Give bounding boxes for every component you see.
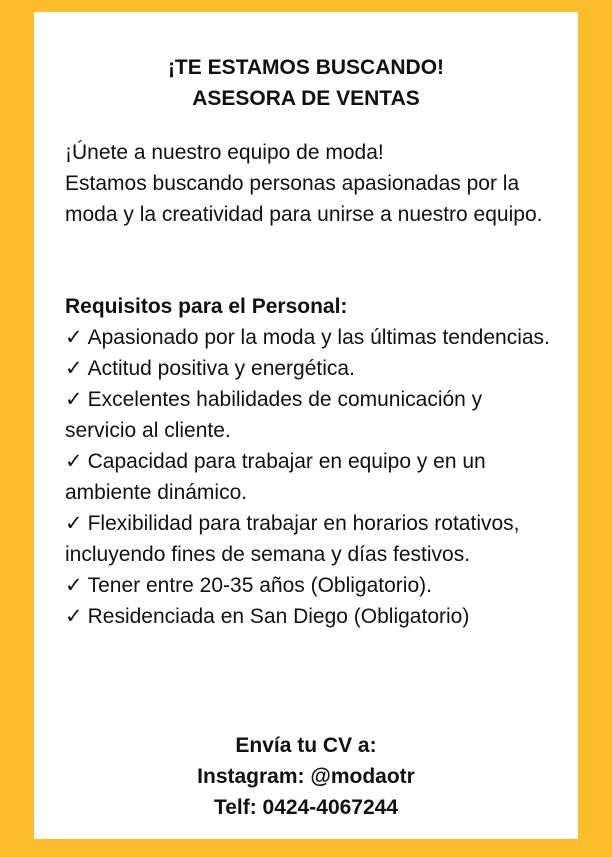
requirement-text: Excelentes habilidades de comunicación y servicio al cliente. xyxy=(65,388,483,442)
checkmark-icon: ✓ xyxy=(65,605,83,628)
contact-section xyxy=(34,730,578,823)
checkmark-icon: ✓ xyxy=(65,450,83,473)
requirements-section xyxy=(65,291,555,632)
requirement-item xyxy=(65,446,555,508)
checkmark-icon: ✓ xyxy=(65,512,83,535)
requirement-item xyxy=(65,508,555,570)
requirement-text: Capacidad para trabajar en equipo y en un ambiente dinámico. xyxy=(65,450,486,504)
contact-instagram: Instagram: @modaotr xyxy=(197,765,415,788)
job-posting-card xyxy=(34,12,578,839)
requirement-item xyxy=(65,384,555,446)
requirement-text: Flexibilidad para trabajar en horarios rotativos, incluyendo fines de semana y días festivos. xyxy=(65,512,520,566)
requirement-text: Tener entre 20-35 años (Obligatorio). xyxy=(87,574,432,597)
requirement-item xyxy=(65,570,555,601)
checkmark-icon: ✓ xyxy=(65,326,83,349)
headline: ¡TE ESTAMOS BUSCANDO! xyxy=(167,56,445,79)
requirements-list xyxy=(65,322,555,632)
intro-text xyxy=(65,137,555,230)
requirement-text: Residenciada en San Diego (Obligatorio) xyxy=(87,605,470,628)
checkmark-icon: ✓ xyxy=(65,357,83,380)
job-title: ASESORA DE VENTAS xyxy=(192,87,420,110)
bottom-frame-strip xyxy=(0,846,612,857)
requirement-item xyxy=(65,353,555,384)
requirement-item xyxy=(65,322,555,353)
contact-prompt: Envía tu CV a: xyxy=(235,734,377,757)
intro-line-1: ¡Únete a nuestro equipo de moda! xyxy=(65,141,384,164)
requirement-text: Apasionado por la moda y las últimas tendencias. xyxy=(87,326,550,349)
posting-header xyxy=(34,52,578,114)
requirements-title: Requisitos para el Personal: xyxy=(65,295,348,318)
checkmark-icon: ✓ xyxy=(65,388,83,411)
intro-line-2: Estamos buscando personas apasionadas por la moda y la creatividad para unirse a nuestro equipo. xyxy=(65,172,543,226)
requirement-text: Actitud positiva y energética. xyxy=(87,357,355,380)
contact-phone: Telf: 0424-4067244 xyxy=(213,796,399,819)
checkmark-icon: ✓ xyxy=(65,574,83,597)
requirement-item xyxy=(65,601,555,632)
